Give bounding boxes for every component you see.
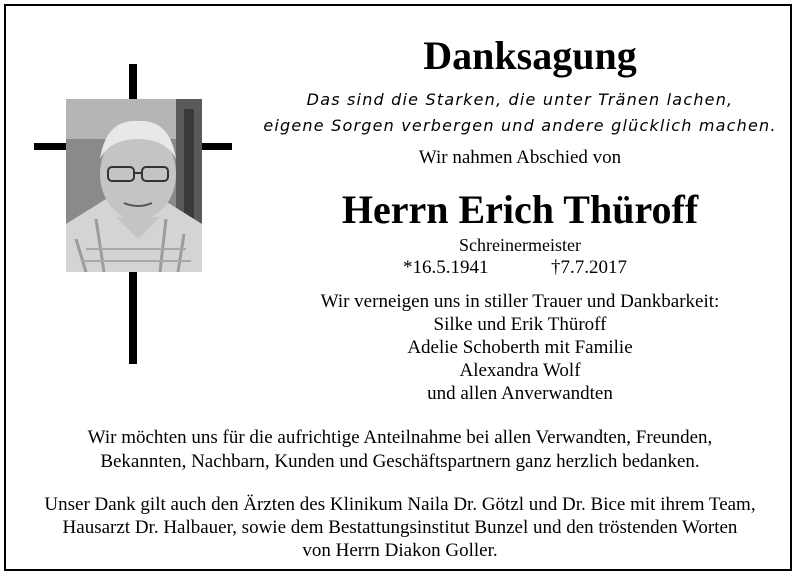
deceased-profession: Schreinermeister (459, 235, 581, 255)
thanks-line: Wir möchten uns für die aufrichtige Anteilnahme bei allen Verwandten, Freunden, (87, 427, 713, 448)
thanks-line: Bekannten, Nachbarn, Kunden und Geschäftspartnern ganz herzlich bedanken. (100, 451, 700, 472)
birth-date: *16.5.1941 (403, 257, 489, 278)
deceased-name: Herrn Erich Thüroff (341, 187, 699, 232)
thanks-extra-line: von Herrn Diakon Goller. (302, 540, 498, 561)
death-date: †7.7.2017 (551, 257, 627, 278)
mourners-heading: Wir verneigen uns in stiller Trauer und Dankbarkeit: (320, 291, 720, 312)
portrait-photo (66, 99, 202, 272)
thanks-extra-line: Hausarzt Dr. Halbauer, sowie dem Bestattungsinstitut Bunzel und den tröstenden Worten (62, 517, 738, 538)
mourner-name: Alexandra Wolf (459, 360, 581, 381)
mourner-name: Adelie Schoberth mit Familie (407, 337, 633, 358)
motto-line-1: Das sind die Starken, die unter Tränen lachen, (306, 90, 734, 109)
farewell-intro: Wir nahmen Abschied von (418, 147, 622, 168)
page-title: Danksagung (423, 33, 637, 78)
mourner-name: und allen Anverwandten (427, 383, 613, 404)
mourner-name: Silke und Erik Thüroff (433, 314, 607, 335)
motto-line-2: eigene Sorgen verbergen und andere glücklich machen. (263, 116, 777, 135)
thanks-extra-line: Unser Dank gilt auch den Ärzten des Klinikum Naila Dr. Götzl und Dr. Bice mit ihrem Team, (44, 494, 756, 515)
